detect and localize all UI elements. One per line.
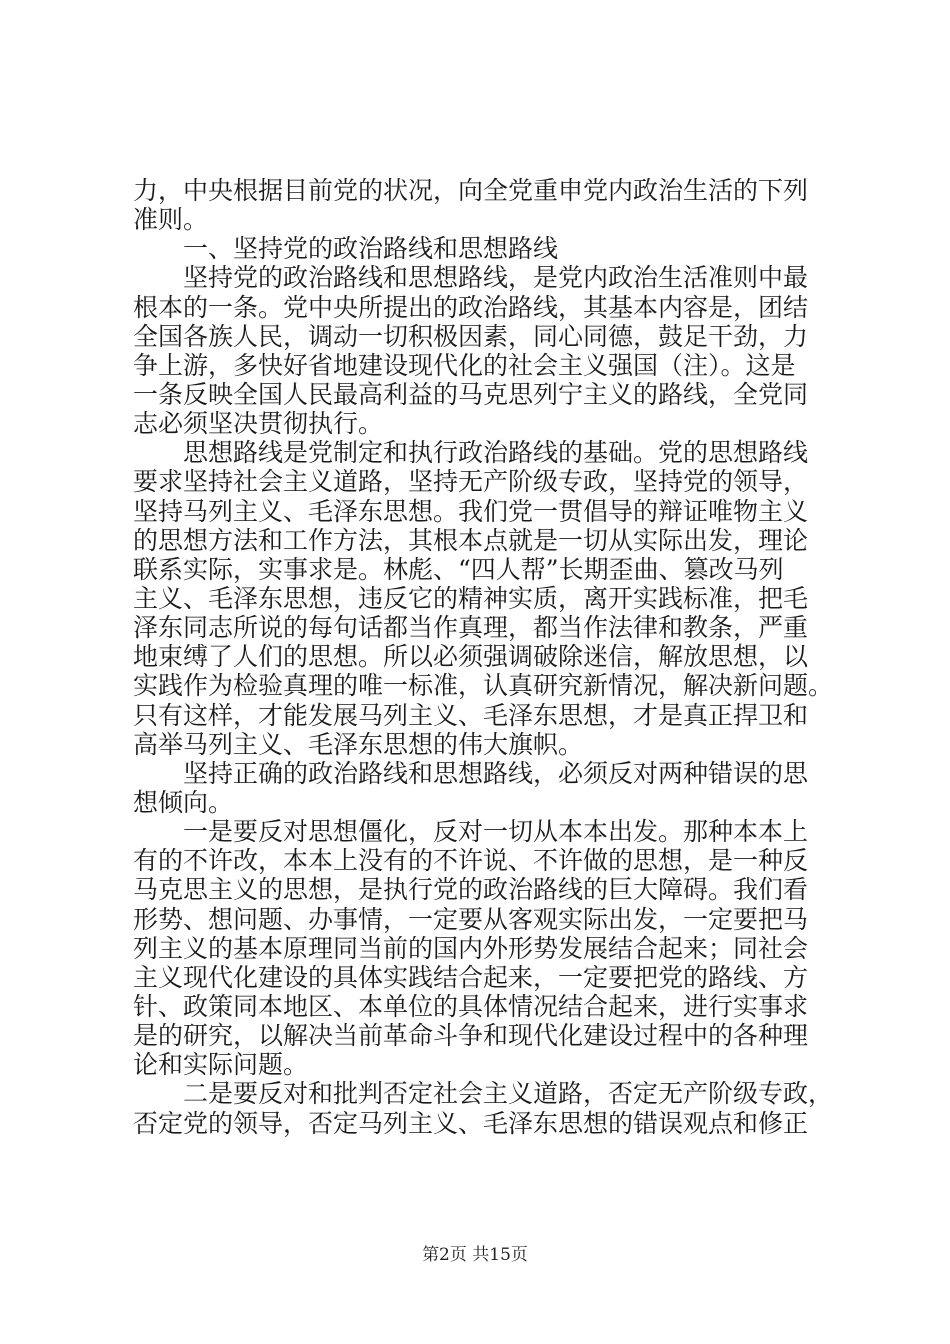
text-line: 想倾向。 bbox=[133, 787, 234, 817]
text-line: 争上游，多快好省地建设现代化的社会主义强国（注）。这是 bbox=[133, 350, 796, 380]
document-body bbox=[133, 176, 835, 1138]
text-line: 一是要反对思想僵化，反对一切从本本出发。那种本本上 bbox=[183, 817, 809, 847]
text-line: 针、政策同本地区、本单位的具体情况结合起来，进行实事求 bbox=[133, 991, 809, 1021]
text-line: 高举马列主义、毛泽东思想的伟大旗帜。 bbox=[133, 729, 584, 759]
page-number-label: 第2页 共15页 bbox=[422, 1245, 528, 1265]
text-line: 的思想方法和工作方法，其根本点就是一切从实际出发，理论 bbox=[133, 525, 809, 555]
text-line: 二是要反对和批判否定社会主义道路，否定无产阶级专政， bbox=[183, 1079, 834, 1109]
text-line: 坚持马列主义、毛泽东思想。我们党一贯倡导的辩证唯物主义 bbox=[133, 496, 809, 526]
text-line: 主义现代化建设的具体实践结合起来，一定要把党的路线、方 bbox=[133, 962, 809, 992]
text-line: 主义、毛泽东思想，违反它的精神实质，离开实践标准，把毛 bbox=[133, 583, 809, 613]
text-line: 志必须坚决贯彻执行。 bbox=[133, 409, 384, 439]
text-line: 一、坚持党的政治路线和思想路线 bbox=[183, 234, 559, 264]
text-line: 论和实际问题。 bbox=[133, 1050, 309, 1080]
text-line: 否定党的领导，否定马列主义、毛泽东思想的错误观点和修正 bbox=[133, 1108, 809, 1138]
text-line: 地束缚了人们的思想。所以必须强调破除迷信，解放思想，以 bbox=[133, 642, 809, 672]
text-line: 思想路线是党制定和执行政治路线的基础。党的思想路线 bbox=[183, 438, 809, 468]
text-line: 联系实际，实事求是。林彪、“四人帮”长期歪曲、篡改马列 bbox=[133, 554, 784, 584]
page-footer bbox=[0, 1243, 950, 1267]
text-line: 马克思主义的思想，是执行党的政治路线的巨大障碍。我们看 bbox=[133, 875, 809, 905]
text-line: 有的不许改，本本上没有的不许说、不许做的思想，是一种反 bbox=[133, 846, 809, 876]
text-line: 形势、想问题、办事情，一定要从客观实际出发，一定要把马 bbox=[133, 904, 809, 934]
text-line: 泽东同志所说的每句话都当作真理，都当作法律和教条，严重 bbox=[133, 613, 809, 643]
text-line: 根本的一条。党中央所提出的政治路线，其基本内容是，团结 bbox=[133, 292, 809, 322]
text-line: 坚持党的政治路线和思想路线，是党内政治生活准则中最 bbox=[183, 263, 809, 293]
text-line: 要求坚持社会主义道路，坚持无产阶级专政，坚持党的领导， bbox=[133, 467, 809, 497]
text-line: 准则。 bbox=[133, 205, 209, 235]
text-line: 是的研究，以解决当前革命斗争和现代化建设过程中的各种理 bbox=[133, 1021, 809, 1051]
text-line: 实践作为检验真理的唯一标准，认真研究新情况，解决新问题。 bbox=[133, 671, 834, 701]
text-line: 全国各族人民，调动一切积极因素，同心同德，鼓足干劲，力 bbox=[133, 321, 809, 351]
text-line: 只有这样，才能发展马列主义、毛泽东思想，才是真正捍卫和 bbox=[133, 700, 809, 730]
text-line: 坚持正确的政治路线和思想路线，必须反对两种错误的思 bbox=[183, 758, 809, 788]
text-line: 列主义的基本原理同当前的国内外形势发展结合起来；同社会 bbox=[133, 933, 809, 963]
text-line: 力，中央根据目前党的状况，向全党重申党内政治生活的下列 bbox=[133, 176, 809, 205]
text-line: 一条反映全国人民最高利益的马克思列宁主义的路线，全党同 bbox=[133, 379, 809, 409]
